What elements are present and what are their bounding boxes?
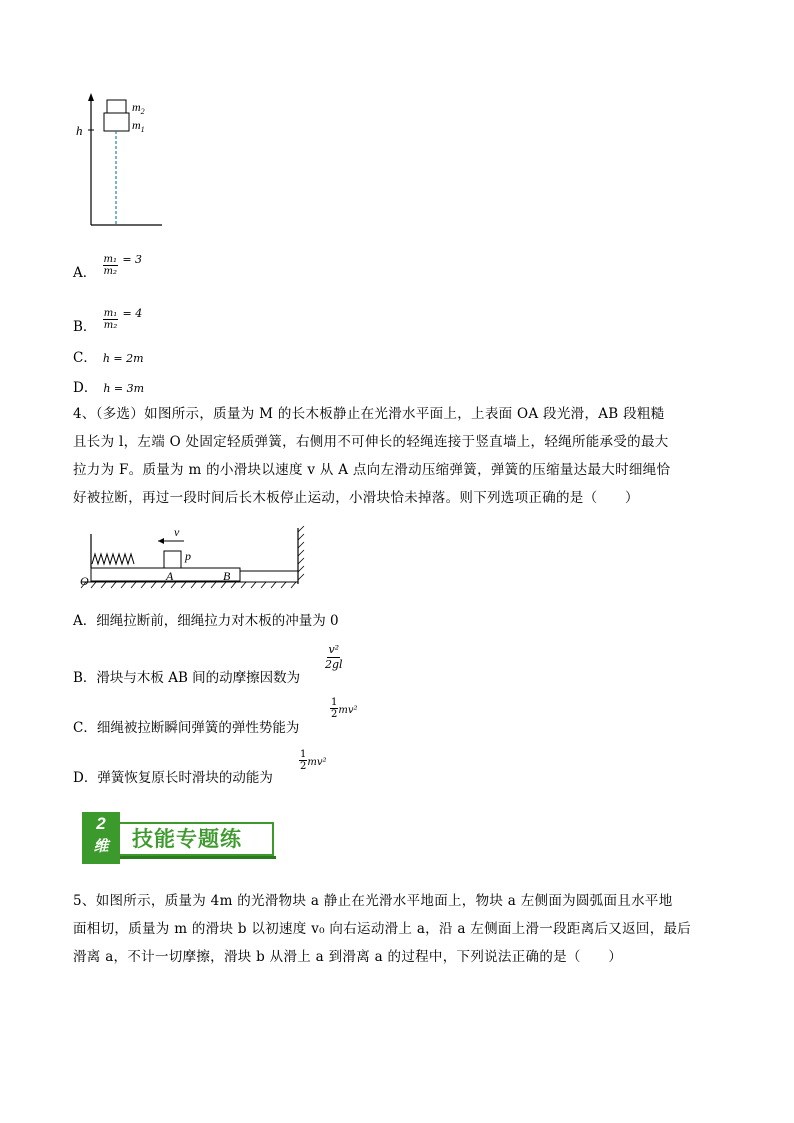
q4-option-b: B．滑块与木板 AB 间的动摩擦因数为 bbox=[73, 670, 301, 686]
label-O: O bbox=[80, 574, 89, 588]
block-m2 bbox=[107, 100, 126, 113]
q4-option-b-fraction: $\frac{\text{v²}}{2gl}$ bbox=[325, 643, 343, 671]
label-m1: $m_1$ bbox=[132, 118, 145, 134]
wall-hatching bbox=[298, 526, 304, 580]
q3-option-a: A． $\frac{\text{m₁}}{\text{m₂}}$ $^{= 3}$ bbox=[73, 253, 143, 281]
banner-title: 技能专题练 bbox=[132, 827, 242, 851]
banner-title-box bbox=[120, 822, 274, 856]
q3-option-c: C． h = 2m bbox=[73, 350, 144, 366]
figure-stacked-blocks bbox=[70, 90, 180, 230]
q3-option-b: B． $\frac{\text{m₁}}{\text{m₂}}$ $^{= 4}$ bbox=[73, 307, 143, 335]
q4-option-d-fraction: $\frac{1}{2}$ mv² bbox=[300, 749, 327, 772]
q4-option-c-fraction: $\frac{1}{2}$ mv² bbox=[331, 697, 358, 720]
label-m2: $m_2$ bbox=[132, 100, 145, 116]
label-p: p bbox=[185, 549, 191, 563]
block-m1 bbox=[104, 113, 129, 131]
q4-option-a: A．细绳拉断前，细绳拉力对木板的冲量为 0 bbox=[73, 613, 339, 629]
label-h: h bbox=[76, 123, 83, 138]
axis-arrow-icon bbox=[88, 93, 94, 101]
label-A: A bbox=[166, 569, 174, 583]
q5-stem: 5、如图所示，质量为 4m 的光滑物块 a 静止在光滑水平地面上，物块 a 左侧面为圆弧面且水平地 面相切，质量为 m 的滑块 b 以初速度 v₀ 向右运动滑上 a，沿 a 左侧面上滑一段距离后又返回，最后 滑离 a，不计一切摩擦，滑块 b 从滑上 a 到滑离 a 的过程中，下列说法正确的是（ ） bbox=[73, 893, 692, 965]
q3-option-d: D． h = 3m bbox=[73, 380, 145, 396]
figure-board-spring bbox=[76, 524, 308, 596]
q4-option-d: D．弹簧恢复原长时滑块的动能为 bbox=[73, 770, 273, 786]
banner-number-badge: 2 维 bbox=[82, 812, 120, 864]
velocity-arrow-icon bbox=[158, 538, 164, 544]
slider-block bbox=[164, 551, 181, 568]
label-v: v bbox=[174, 525, 180, 539]
q4-option-c: C．细绳被拉断瞬间弹簧的弹性势能为 bbox=[73, 720, 300, 736]
q4-stem: 4、（多选）如图所示，质量为 M 的长木板静止在光滑水平面上，上表面 OA 段光滑，AB 段粗糙 且长为 l，左端 O 处固定轻质弹簧，右侧用不可伸长的轻绳连接于竖直墙上，轻绳所能承受的最大 拉力为 F。质量为 m 的小滑块以速度 v 从 A 点向左滑动压缩弹簧，弹簧的压缩量达最大时细绳恰 好被拉断，再过一段时间后长木板停止运动，小滑块恰未掉落。则下列选项正确的是（ ） bbox=[73, 406, 671, 506]
spring bbox=[92, 554, 134, 564]
ground-hatching bbox=[81, 582, 296, 588]
section-banner bbox=[82, 812, 278, 866]
banner-underline bbox=[120, 856, 276, 859]
label-B: B bbox=[223, 569, 231, 583]
